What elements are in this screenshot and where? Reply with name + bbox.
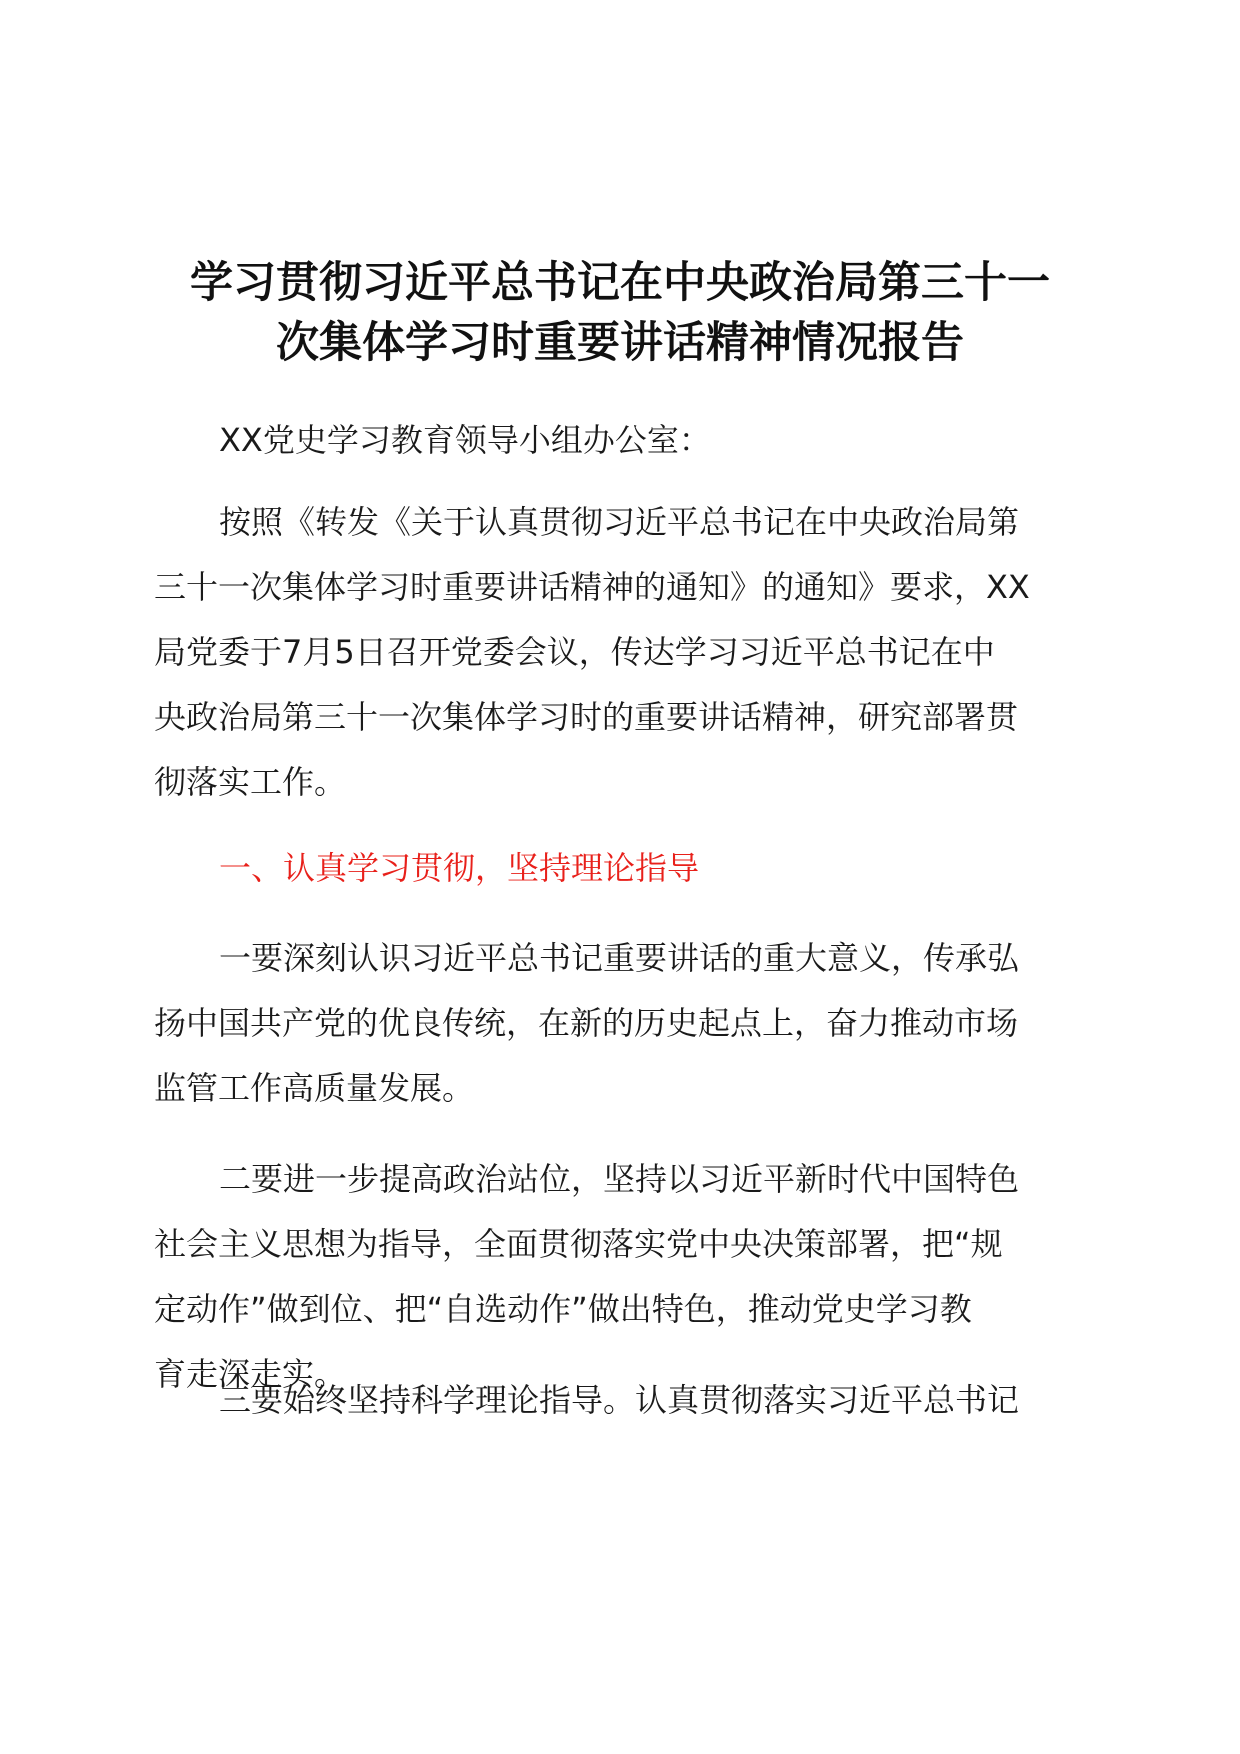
section-heading: 一、认真学习贯彻，坚持理论指导 bbox=[219, 849, 700, 887]
title-line-1: 学习贯彻习近平总书记在中央政治局第三十一 bbox=[190, 258, 1050, 308]
document-title bbox=[150, 253, 1090, 373]
paragraph-line: 社会主义思想为指导，全面贯彻落实党中央决策部署，把“规 bbox=[154, 1225, 1003, 1263]
paragraph-line: 三十一次集体学习时重要讲话精神的通知》的通知》要求，XX bbox=[154, 568, 1030, 606]
paragraph-line: 三要始终坚持科学理论指导。认真贯彻落实习近平总书记 bbox=[219, 1381, 1020, 1419]
paragraph-line: 局党委于7月5日召开党委会议，传达学习习近平总书记在中 bbox=[154, 633, 995, 671]
paragraph-line: 按照《转发《关于认真贯彻习近平总书记在中央政治局第 bbox=[219, 503, 1020, 541]
intro-paragraph bbox=[154, 490, 1084, 815]
title-line-2: 次集体学习时重要讲话精神情况报告 bbox=[276, 318, 964, 368]
paragraph-line: 一要深刻认识习近平总书记重要讲话的重大意义，传承弘 bbox=[219, 939, 1020, 977]
paragraph-line: 定动作”做到位、把“自选动作”做出特色，推动党史学习教 bbox=[154, 1290, 972, 1328]
section-paragraph-3 bbox=[154, 1368, 1084, 1433]
paragraph-line: 二要进一步提高政治站位，坚持以习近平新时代中国特色 bbox=[219, 1160, 1020, 1198]
paragraph-line: 彻落实工作。 bbox=[154, 763, 347, 801]
section-paragraph-1 bbox=[154, 926, 1084, 1121]
paragraph-line: 监管工作高质量发展。 bbox=[154, 1069, 475, 1107]
paragraph-line: 育走深走实。 bbox=[154, 1355, 347, 1393]
paragraph-line: 央政治局第三十一次集体学习时的重要讲话精神，研究部署贯 bbox=[154, 698, 1019, 736]
salutation: XX党史学习教育领导小组办公室： bbox=[219, 421, 711, 459]
paragraph-line: 扬中国共产党的优良传统，在新的历史起点上，奋力推动市场 bbox=[154, 1004, 1019, 1042]
